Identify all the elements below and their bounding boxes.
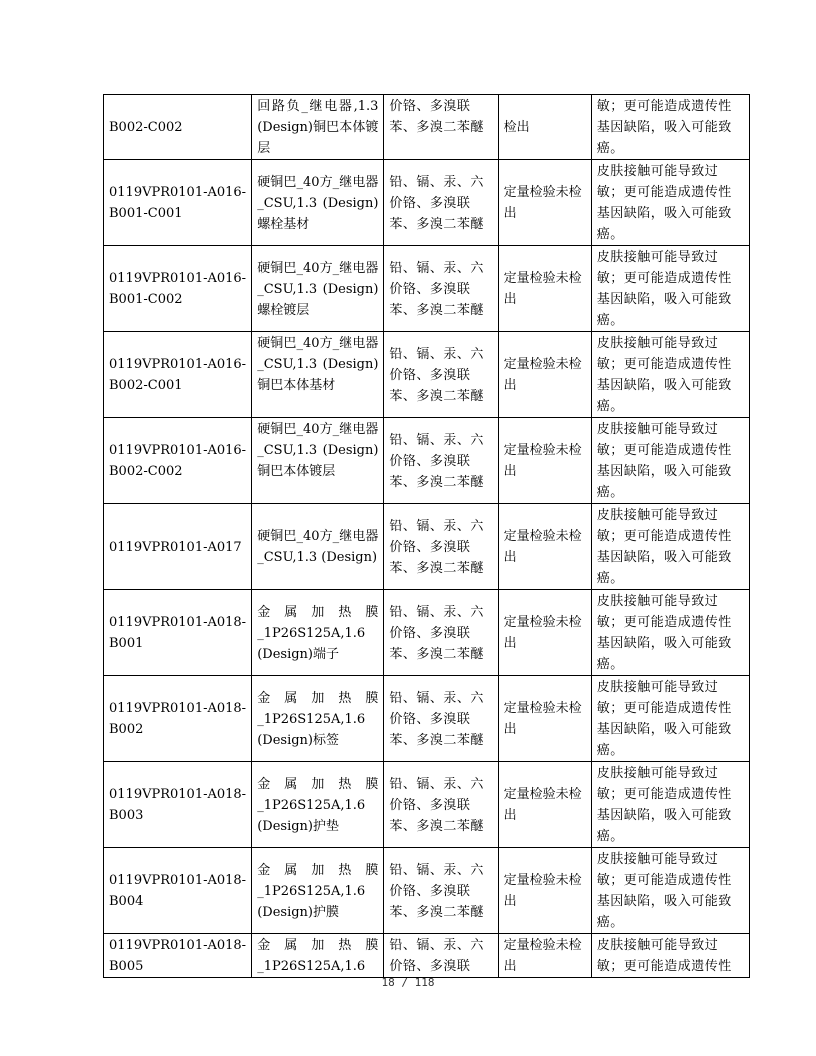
risk-cell: 皮肤接触可能导致过敏；更可能造成遗传性基因缺陷，吸入可能致癌。 <box>591 590 749 676</box>
result-cell: 定量检验未检出 <box>498 418 591 504</box>
result-cell: 定量检验未检出 <box>498 934 591 978</box>
table-row <box>104 418 750 504</box>
part-id-cell: 0119VPR0101-A018-B004 <box>104 848 252 934</box>
part-id-cell: 0119VPR0101-A016-B001-C002 <box>104 246 252 332</box>
substances-cell: 铅、镉、汞、六价铬、多溴联苯、多溴二苯醚 <box>384 504 498 590</box>
substances-cell: 价铬、多溴联苯、多溴二苯醚 <box>384 95 498 160</box>
substances-cell: 铅、镉、汞、六价铬、多溴联苯、多溴二苯醚 <box>384 332 498 418</box>
table-row <box>104 332 750 418</box>
result-cell: 检出 <box>498 95 591 160</box>
part-name-cell: 金属加热膜_1P26S125A,1.6 (Design)端子 <box>252 590 384 676</box>
substances-cell: 铅、镉、汞、六价铬、多溴联苯、多溴二苯醚 <box>384 418 498 504</box>
result-cell: 定量检验未检出 <box>498 676 591 762</box>
result-cell: 定量检验未检出 <box>498 590 591 676</box>
result-cell: 定量检验未检出 <box>498 504 591 590</box>
part-name-cell: 硬铜巴_40方_继电器_CSU,1.3 (Design)铜巴本体基材 <box>252 332 384 418</box>
part-id-cell: 0119VPR0101-A017 <box>104 504 252 590</box>
part-id-cell: 0119VPR0101-A018-B003 <box>104 762 252 848</box>
part-id-cell: 0119VPR0101-A016-B001-C001 <box>104 160 252 246</box>
substances-cell: 铅、镉、汞、六价铬、多溴联苯、多溴二苯醚 <box>384 676 498 762</box>
part-name-cell: 硬铜巴_40方_继电器_CSU,1.3 (Design)铜巴本体镀层 <box>252 418 384 504</box>
risk-cell: 皮肤接触可能导致过敏；更可能造成遗传性基因缺陷，吸入可能致癌。 <box>591 676 749 762</box>
risk-cell: 敏；更可能造成遗传性基因缺陷，吸入可能致癌。 <box>591 95 749 160</box>
part-name-cell: 金属加热膜_1P26S125A,1.6 (Design)标签 <box>252 676 384 762</box>
part-id-cell: B002-C002 <box>104 95 252 160</box>
part-id-cell: 0119VPR0101-A018-B005 <box>104 934 252 978</box>
risk-cell: 皮肤接触可能导致过敏；更可能造成遗传性基因缺陷，吸入可能致癌。 <box>591 332 749 418</box>
table-row <box>104 504 750 590</box>
table-row <box>104 676 750 762</box>
risk-cell: 皮肤接触可能导致过敏；更可能造成遗传性基因缺陷，吸入可能致癌。 <box>591 246 749 332</box>
table-row <box>104 762 750 848</box>
part-name-cell: 回路负_继电器,1.3 (Design)铜巴本体镀层 <box>252 95 384 160</box>
part-name-cell: 金属加热膜_1P26S125A,1.6 (Design)护垫 <box>252 762 384 848</box>
table-row <box>104 160 750 246</box>
part-id-cell: 0119VPR0101-A018-B001 <box>104 590 252 676</box>
substances-cell: 铅、镉、汞、六价铬、多溴联苯、多溴二苯醚 <box>384 848 498 934</box>
part-name-cell: 硬铜巴_40方_继电器_CSU,1.3 (Design)螺栓基材 <box>252 160 384 246</box>
part-name-cell: 硬铜巴_40方_继电器_CSU,1.3 (Design)螺栓镀层 <box>252 246 384 332</box>
table-row <box>104 95 750 160</box>
substances-cell: 铅、镉、汞、六价铬、多溴联苯、多溴二苯醚 <box>384 762 498 848</box>
risk-cell: 皮肤接触可能导致过敏；更可能造成遗传性基因缺陷，吸入可能致癌。 <box>591 848 749 934</box>
part-id-cell: 0119VPR0101-A016-B002-C001 <box>104 332 252 418</box>
table-row <box>104 590 750 676</box>
part-name-cell: 硬铜巴_40方_继电器_CSU,1.3 (Design) <box>252 504 384 590</box>
table-row <box>104 934 750 978</box>
part-name-cell: 金属加热膜_1P26S125A,1.6 (Design)护膜 <box>252 848 384 934</box>
result-cell: 定量检验未检出 <box>498 332 591 418</box>
result-cell: 定量检验未检出 <box>498 848 591 934</box>
table-row <box>104 246 750 332</box>
table-row <box>104 848 750 934</box>
substances-cell: 铅、镉、汞、六价铬、多溴联苯、多溴二苯醚 <box>384 160 498 246</box>
result-cell: 定量检验未检出 <box>498 762 591 848</box>
risk-cell: 皮肤接触可能导致过敏；更可能造成遗传性基因缺陷，吸入可能致癌。 <box>591 160 749 246</box>
result-cell: 定量检验未检出 <box>498 246 591 332</box>
substances-cell: 铅、镉、汞、六价铬、多溴联苯、多溴二苯醚 <box>384 590 498 676</box>
part-name-cell: 金属加热膜_1P26S125A,1.6 <box>252 934 384 978</box>
part-id-cell: 0119VPR0101-A018-B002 <box>104 676 252 762</box>
risk-cell: 皮肤接触可能导致过敏；更可能造成遗传性基因缺陷，吸入可能致癌。 <box>591 762 749 848</box>
risk-cell: 皮肤接触可能导致过敏；更可能造成遗传性基因缺陷，吸入可能致癌。 <box>591 504 749 590</box>
substances-cell: 铅、镉、汞、六价铬、多溴联苯、多溴二苯醚 <box>384 246 498 332</box>
part-id-cell: 0119VPR0101-A016-B002-C002 <box>104 418 252 504</box>
result-cell: 定量检验未检出 <box>498 160 591 246</box>
page-indicator: 18 / 118 <box>381 976 435 989</box>
substance-table <box>103 94 750 978</box>
risk-cell: 皮肤接触可能导致过敏；更可能造成遗传性基因缺陷，吸入可能致癌。 <box>591 418 749 504</box>
risk-cell: 皮肤接触可能导致过敏；更可能造成遗传性 <box>591 934 749 978</box>
substances-cell: 铅、镉、汞、六价铬、多溴联 <box>384 934 498 978</box>
